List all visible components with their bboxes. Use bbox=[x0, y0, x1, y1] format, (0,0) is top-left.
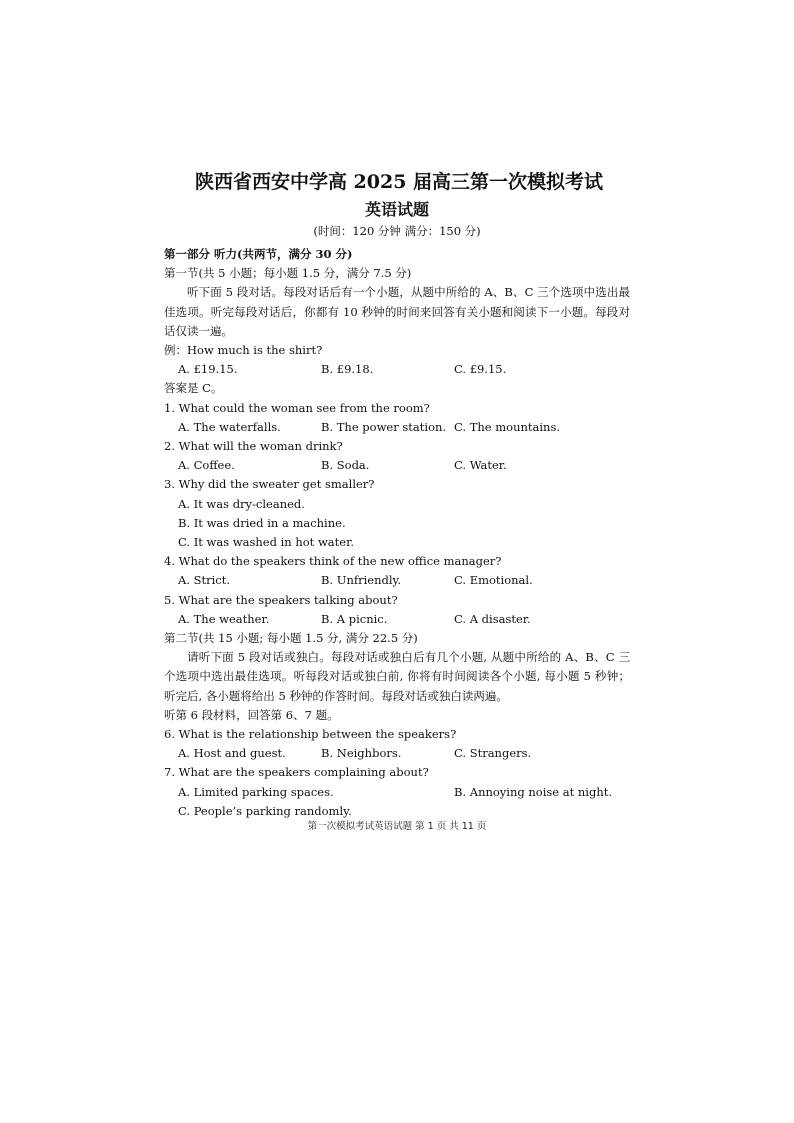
section2-heading: 第二节(共 15 小题; 每小题 1.5 分, 满分 22.5 分) bbox=[164, 630, 418, 645]
section2-instructions: 请听下面 5 段对话或独白。每段对话或独白后有几个小题, 从题中所给的 A、B、C 三个选项中选出最佳选项。听每段对话或独白前, 你将有时间阅读各个小题, 每小题 5 秒钟；听完后, 各小题将给出 5 秒钟的作答时间。每段对话或独白读两遍。 bbox=[164, 650, 630, 703]
option-a: A. Limited parking spaces. bbox=[178, 784, 334, 799]
option-c: C. Strangers. bbox=[454, 746, 532, 761]
example-options bbox=[164, 360, 630, 379]
option-a: A. The weather. bbox=[178, 611, 270, 626]
option-a: A. Host and guest. bbox=[178, 746, 286, 761]
option-c: C. Emotional. bbox=[454, 573, 533, 588]
question-6: 6. What is the relationship between the speakers? bbox=[164, 727, 457, 741]
question-2-options bbox=[164, 456, 630, 475]
option-c: C. The mountains. bbox=[454, 419, 560, 434]
question-6-options bbox=[164, 744, 630, 763]
question-7-options-ab bbox=[164, 783, 630, 802]
option-c: C. It was washed in hot water. bbox=[178, 535, 354, 549]
question-4-options bbox=[164, 571, 630, 590]
exam-meta: (时间：120 分钟 满分：150 分) bbox=[313, 224, 481, 238]
question-5: 5. What are the speakers talking about? bbox=[164, 592, 398, 607]
question-1: 1. What could the woman see from the room? bbox=[164, 400, 430, 415]
part1-heading: 第一部分 听力(共两节，满分 30 分) bbox=[164, 247, 353, 261]
option-a: A. The waterfalls. bbox=[178, 419, 281, 434]
option-b: B. The power station. bbox=[321, 419, 447, 434]
option-c: C. People’s parking randomly. bbox=[178, 803, 352, 818]
option-a: A. £19.15. bbox=[178, 362, 238, 377]
section1-instructions: 听下面 5 段对话。每段对话后有一个小题，从题中所给的 A、B、C 三个选项中选出最佳选项。听完每段对话后，你都有 10 秒钟的时间来回答有关小题和阅读下一小题。每段对话仅读一遍。 bbox=[164, 285, 630, 338]
section1-heading: 第一节(共 5 小题；每小题 1.5 分，满分 7.5 分) bbox=[164, 266, 412, 281]
option-a: A. It was dry-cleaned. bbox=[178, 496, 305, 511]
example-answer: 答案是 C。 bbox=[164, 381, 223, 396]
option-b: B. Annoying noise at night. bbox=[454, 784, 613, 799]
exam-title: 陕西省西安中学高 2025 届高三第一次模拟考试 bbox=[194, 171, 604, 193]
question-1-options bbox=[164, 418, 630, 437]
material-note: 听第 6 段材料，回答第 6、7 题。 bbox=[164, 707, 339, 722]
option-a: A. Strict. bbox=[178, 573, 231, 588]
option-c: C. Water. bbox=[454, 458, 507, 473]
option-b: B. Unfriendly. bbox=[321, 573, 402, 588]
option-b: B. A picnic. bbox=[321, 611, 388, 626]
option-b: B. Neighbors. bbox=[321, 746, 402, 761]
question-7: 7. What are the speakers complaining about? bbox=[164, 765, 429, 780]
question-3: 3. Why did the sweater get smaller? bbox=[164, 477, 375, 492]
option-b: B. It was dried in a machine. bbox=[178, 515, 346, 530]
page-content bbox=[164, 168, 630, 821]
question-4: 4. What do the speakers think of the new office manager? bbox=[164, 554, 502, 569]
page-footer: 第一次模拟考试英语试题 第 1 页 共 11 页 bbox=[307, 821, 487, 832]
option-c: C. £9.15. bbox=[454, 362, 507, 377]
option-a: A. Coffee. bbox=[178, 458, 235, 473]
example-question: 例：How much is the shirt? bbox=[164, 343, 323, 358]
question-5-options bbox=[164, 610, 630, 629]
option-c: C. A disaster. bbox=[454, 611, 531, 626]
option-b: B. £9.18. bbox=[321, 362, 374, 377]
subject-title: 英语试题 bbox=[364, 200, 429, 219]
question-2: 2. What will the woman drink? bbox=[164, 439, 343, 453]
option-b: B. Soda. bbox=[321, 458, 370, 473]
